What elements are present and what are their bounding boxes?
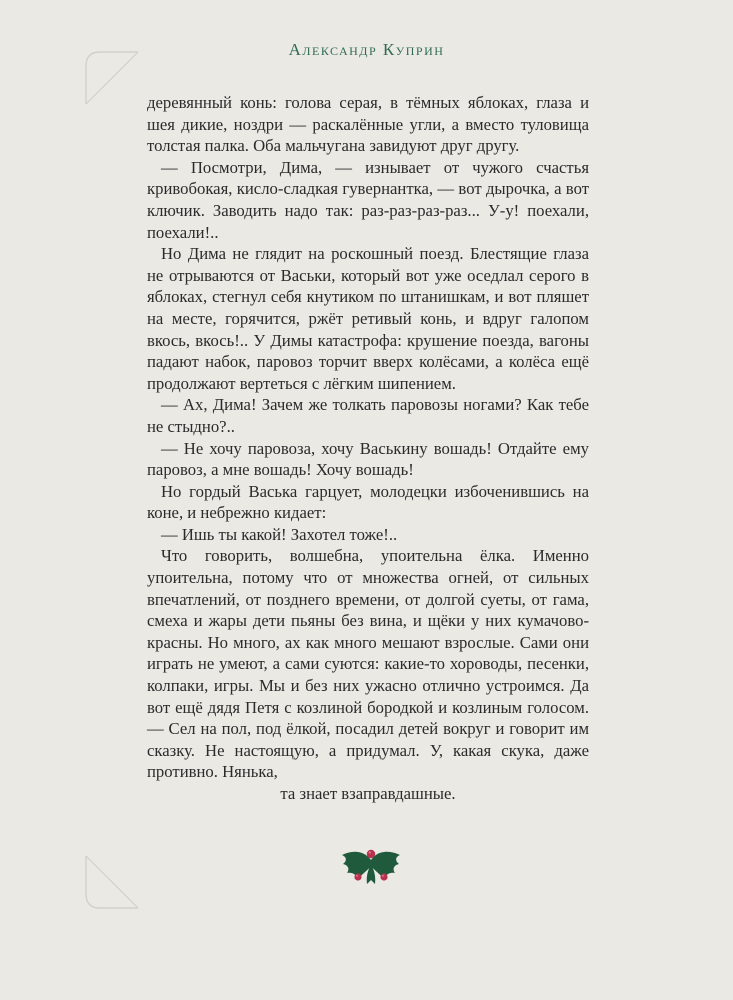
holly-ornament-icon — [338, 846, 404, 886]
running-header-author: Александр Куприн — [288, 40, 445, 59]
paragraph-final-line: та знает взаправдашные. — [280, 784, 456, 803]
paragraph: Но Дима не глядит на роскошный поезд. Блестящие глаза не отрываются от Васьки, который вот уже оседлал серого в яблоках, стегнул себя кнутиком по штанишкам, и вот пляшет на месте, горячится, ржёт ретивый конь, и вдруг галопом вкось, вкось!.. У Димы катастрофа: крушение поезда, вагоны падают набок, паровоз торчит вверх колёсами, а колёса ещё продолжают вертеться с лёгким шипением. — [147, 244, 589, 393]
paragraph: Что говорить, волшебна, упоительна ёлка. Именно упоительна, потому что от множества огней, от сильных впечатлений, от позднего времени, от долгой суеты, от гама, смеха и жары дети пьяны без вина, и щёки у них кумачово-красны. Но много, ах как много мешают взрослые. Сами они играть не умеют, а сами суются: какие-то хороводы, песенки, колпаки, игры. Мы и без них ужасно отлично устроимся. Да вот ещё дядя Петя с козлиной бородкой и козлиным голосом. — Сел на пол, под ёлкой, посадил детей вокруг и говорит им сказку. Не настоящую, а придумал. У, какая скука, даже противно. Нянька, — [147, 546, 589, 782]
corner-guide-mark-icon — [78, 852, 142, 916]
paragraph: — Ах, Дима! Зачем же толкать паровозы ногами? Как тебе не стыдно?.. — [147, 395, 589, 436]
body-text — [147, 92, 589, 805]
paragraph: — Ишь ты какой! Захотел тоже!.. — [161, 524, 398, 544]
paragraph: Но гордый Васька гарцует, молодецки избоченившись на коне, и небрежно кидает: — [147, 481, 589, 523]
paragraph: деревянный конь: голова серая, в тёмных яблоках, глаза и шея дикие, ноздри — раскалённые угли, а вместо туловища толстая палка. Оба мальчугана завидуют друг другу. — [147, 93, 589, 156]
paragraph: — Посмотри, Дима, — изнывает от чужого счастья кривобокая, кисло-сладкая гувернантка, — вот дырочка, а вот ключик. Заводить надо так: раз-раз-раз-раз... У-у! поехали, поехали!.. — [147, 157, 589, 242]
paragraph: — Не хочу паровоза, хочу Васькину вошадь! Отдайте ему паровоз, а мне вошадь! Хочу вошадь! — [147, 438, 589, 480]
